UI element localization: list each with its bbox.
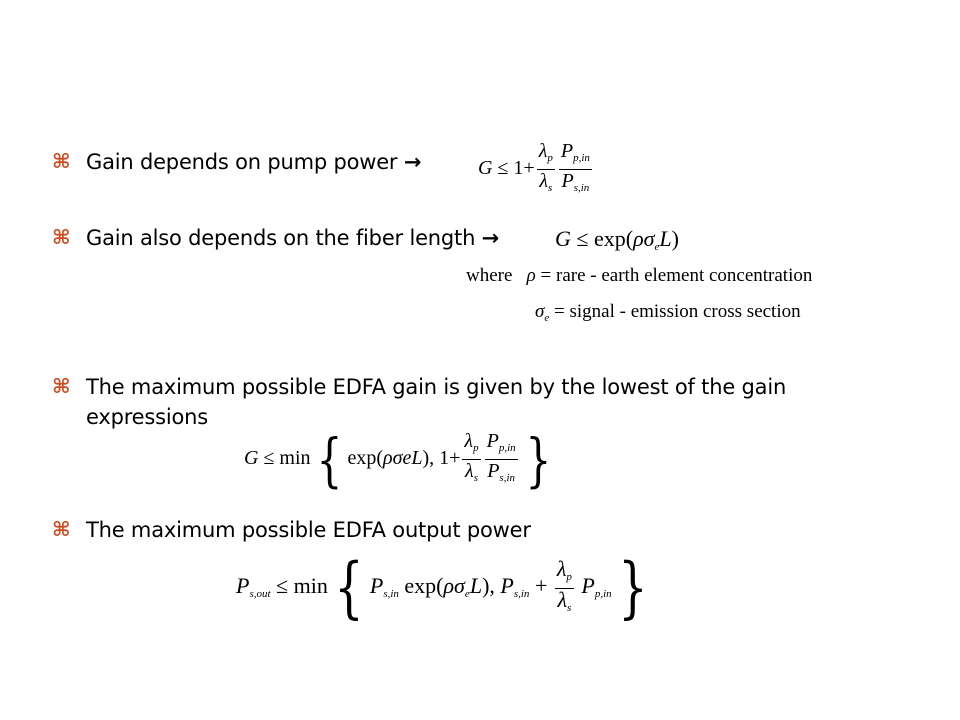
bullet-label-line2: expressions [86,405,209,429]
left-brace: { [334,549,364,626]
arrow-icon: → [403,150,422,174]
bullet-text [86,223,499,253]
bullet-text [86,372,786,432]
bullet-icon: ⌘ [52,225,71,249]
bullet-text [86,515,531,545]
right-brace: } [525,425,551,494]
bullet-label: Gain depends on pump power [86,150,398,174]
bullet-icon: ⌘ [52,517,71,541]
equation-max-output: $P_{s,out} \le \min${ $P_{s,in}$ $\exp(\rho\sigma_eL)$, $P_{s,in}$ + $\frac{\lambda_p}{\lambda_s}$ $P_{p,in}$} [236,549,648,626]
definition-rho: where ρ = rare - earth element concentration [466,265,813,286]
where-label: where [466,265,513,286]
equation-gain-length: $G \le \exp(\rho\sigma_eL)$ [555,226,679,253]
bullet-label: Gain also depends on the fiber length [86,226,476,250]
bullet-label: The maximum possible EDFA output power [86,518,531,542]
bullet-icon: ⌘ [52,374,71,398]
equation-max-gain: G ≤ min{ exp(ρσeL), 1+ $\frac{\lambda_p}{\lambda_s}$ $\frac{P_{p,in}}{P_{s,in}}$ } [244,425,551,494]
definition-sigma: $\sigma_e$ = signal - emission cross section [535,301,801,324]
right-brace: } [617,549,648,626]
arrow-icon: → [481,226,500,250]
equation-gain-pump: G ≤ 1+ $\frac{\lambda_p}{\lambda_s}$ $\frac{P_{p,in}}{P_{s,in}}$ [478,140,590,194]
left-brace: { [316,425,342,494]
bullet-label-line1: The maximum possible EDFA gain is given by the lowest of the gain [86,375,787,399]
bullet-text [86,147,421,177]
sigma-definition: = signal - emission cross section [554,301,801,322]
bullet-icon: ⌘ [52,149,71,173]
rho-definition: = rare - earth element concentration [540,265,813,286]
